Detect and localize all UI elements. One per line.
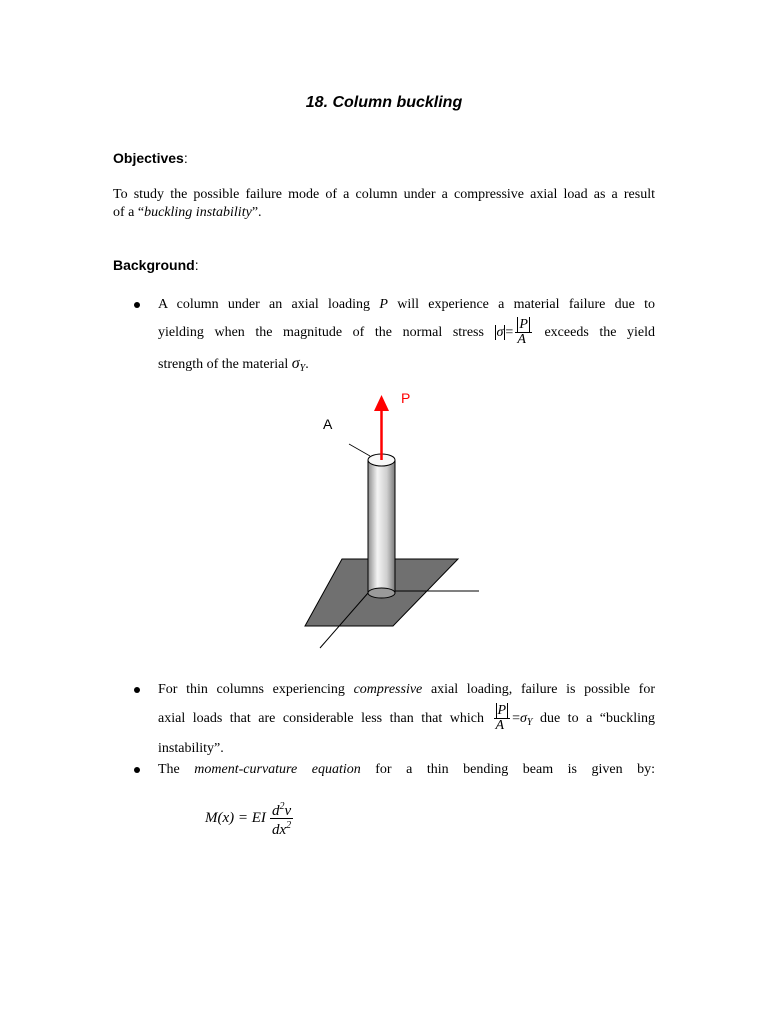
objectives-line-2-post: ”. xyxy=(251,205,262,220)
eq-fraction-num xyxy=(270,800,293,819)
background-colon: : xyxy=(194,257,199,273)
b2-l1-a: For thin columns experiencing xyxy=(158,682,345,697)
b1-l3-a: strength of the material xyxy=(158,357,289,372)
stress-fraction xyxy=(515,318,532,347)
objectives-heading-text: Objectives xyxy=(113,150,184,166)
eq-num-v: v xyxy=(284,803,292,820)
b2-l1-em: compressive xyxy=(353,682,423,697)
eq-fraction-den xyxy=(270,819,293,837)
stress-fraction-num xyxy=(515,318,532,333)
page-title: 18. Column buckling xyxy=(305,94,463,111)
stress-equals: = xyxy=(505,325,514,340)
eq-den-dx: dx xyxy=(271,822,287,839)
eq-num-exp: 2 xyxy=(279,801,285,813)
objectives-line-1: To study the possible failure mode of a column under a compressive axial load as a result xyxy=(113,187,655,202)
bullet-1-line-3 xyxy=(158,355,309,378)
stress-fraction-den: A xyxy=(517,332,526,348)
b1-l2-a: yielding when the magnitude of the normal stress xyxy=(158,325,484,340)
critical-fraction-num xyxy=(494,704,511,719)
bullet-2-line-1 xyxy=(158,681,655,699)
bullet-1-line-1 xyxy=(158,296,655,314)
bullet-3-marker xyxy=(134,767,140,773)
b1-l1-b: will experience a material failure due to xyxy=(397,297,656,312)
objectives-line-2-pre: of a “ xyxy=(113,205,145,220)
b2-l2-a: axial loads that are considerable less than that which xyxy=(158,711,484,726)
critical-formula xyxy=(492,703,533,734)
background-heading xyxy=(113,257,199,273)
yield-sub: Y xyxy=(299,363,306,374)
bullet-2-line-3: instability”. xyxy=(158,741,224,756)
b1-l2-b: exceeds the yield xyxy=(544,325,656,340)
stress-P: P xyxy=(519,317,528,333)
b3-em1: moment-curvature xyxy=(194,762,298,777)
eq-den-exp: 2 xyxy=(286,820,292,832)
critical-equals: = xyxy=(512,711,520,726)
column-body xyxy=(368,460,395,593)
yield-sigma: σ xyxy=(291,355,300,372)
load-label: P xyxy=(401,390,411,406)
objectives-line-2 xyxy=(113,204,262,222)
b3-b: for a thin bending beam is given by: xyxy=(375,762,656,777)
bullet-3-line xyxy=(158,761,655,779)
b3-em2: equation xyxy=(311,762,361,777)
bullet-1-marker xyxy=(134,302,140,308)
eq-num-d: d xyxy=(271,803,280,820)
bullet-2-marker xyxy=(134,687,140,693)
moment-curvature-equation xyxy=(205,796,295,840)
eq-fraction xyxy=(270,800,293,837)
critical-sub: Y xyxy=(526,717,533,728)
objectives-colon: : xyxy=(183,150,188,166)
objectives-heading xyxy=(113,150,188,166)
stress-formula xyxy=(495,317,534,348)
column-bottom xyxy=(368,588,395,598)
b1-l3-b: . xyxy=(305,357,309,372)
critical-P: P xyxy=(497,703,507,719)
objectives-line-2-emphasis: buckling instability xyxy=(144,205,252,220)
b2-l2-b: due to a “buckling xyxy=(539,711,656,726)
bullet-2-line-2 xyxy=(158,700,655,742)
b2-l1-b: axial loading, failure is possible for xyxy=(430,682,655,697)
stress-sigma-abs: σ xyxy=(496,325,504,340)
b3-a: The xyxy=(158,762,180,777)
area-label: A xyxy=(323,416,333,432)
background-heading-text: Background xyxy=(113,257,195,273)
eq-lhs: M(x) = EI xyxy=(205,810,266,826)
b1-l1-P: P xyxy=(379,297,388,312)
column-figure xyxy=(290,380,500,655)
critical-fraction-den: A xyxy=(495,718,505,734)
load-arrow-head xyxy=(374,395,389,411)
critical-fraction xyxy=(494,704,511,733)
b1-l1-a: A column under an axial loading xyxy=(158,297,371,312)
area-leader-line xyxy=(349,444,370,456)
critical-sigma: σ xyxy=(519,711,527,726)
bullet-1-line-2 xyxy=(158,314,655,352)
